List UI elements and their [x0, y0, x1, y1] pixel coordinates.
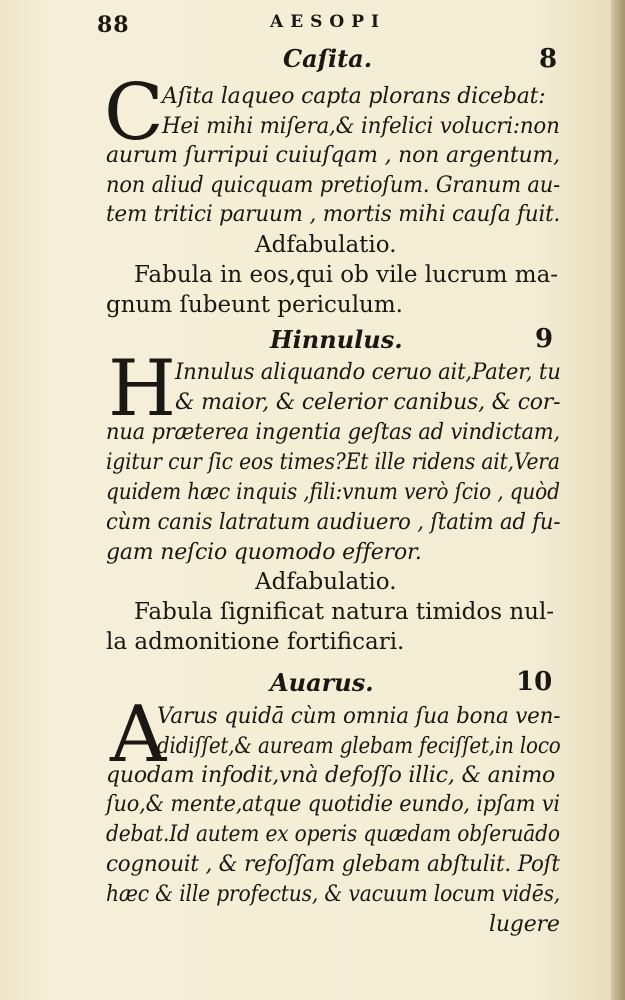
text-line: hæc & ille profectus, & vacuum locum vidēs,: [106, 882, 561, 907]
text-line: tem tritici paruum , mortis mihi cauſa fuit.: [106, 202, 561, 227]
moral-heading: Adfabulatio.: [255, 569, 397, 595]
running-title: AESOPI: [270, 12, 386, 32]
fable-title: Auarus.: [270, 668, 374, 697]
fable-title: Hinnulus.: [270, 325, 403, 354]
moral-line: gnum ſubeunt periculum.: [106, 292, 403, 318]
text-line: gam neſcio quomodo efferor.: [106, 540, 422, 565]
drop-cap: A: [110, 690, 167, 780]
text-line: & maior, & celerior canibus, & cor-: [175, 390, 561, 415]
moral-line: la admonitione fortificari.: [106, 629, 405, 655]
fable-number: 10: [516, 667, 553, 697]
text-line: debat.Id autem ex operis quædam obſeruādo: [106, 822, 560, 847]
drop-cap: H: [108, 344, 177, 434]
text-line: didiſſet,& auream glebam feciſſet,in loco: [157, 734, 561, 759]
text-line: Innulus aliquando ceruo ait,Pater, tu: [175, 360, 561, 385]
text-line: ſuo,& mente,atque quotidie eundo, ipſam vi: [106, 792, 560, 817]
fable-number: 9: [535, 324, 554, 354]
moral-line: Fabula in eos,qui ob vile lucrum ma-: [134, 262, 559, 288]
text-line: quodam infodit,vnà defoſſo illic, & animo: [106, 763, 556, 788]
page-edge-shadow: [611, 0, 625, 1000]
text-line: Varus quidā cùm omnia ſua bona ven-: [157, 704, 561, 729]
text-line: cùm canis latratum audiuero , ſtatim ad fu-: [106, 510, 561, 535]
text-line: nua præterea ingentia geſtas ad vindictam,: [106, 420, 560, 445]
text-line: aurum ſurripui cuiuſqam , non argentum,: [106, 143, 560, 168]
fable-number: 8: [539, 44, 558, 74]
moral-heading: Adfabulatio.: [255, 232, 397, 258]
text-line: Hei mihi miſera,& infelici volucri:non: [162, 114, 560, 139]
fable-title: Caſita.: [283, 44, 373, 73]
moral-line: Fabula ſignificat natura timidos nul-: [134, 599, 555, 625]
page-number: 88: [97, 12, 130, 38]
text-line: igitur cur ſic eos times?Et ille ridens ait,Vera: [106, 450, 560, 475]
text-line: non aliud quicquam pretioſum. Granum au-: [106, 173, 560, 198]
text-line: cognouit , & refoſſam glebam abſtulit. Poſt: [106, 852, 560, 877]
drop-cap: C: [104, 68, 164, 158]
text-line: quidem hæc inquis ,fili:vnum verò ſcio , quòd: [106, 480, 560, 505]
catchword: lugere: [489, 912, 560, 937]
text-line: Aſita laqueo capta plorans dicebat:: [162, 84, 546, 109]
